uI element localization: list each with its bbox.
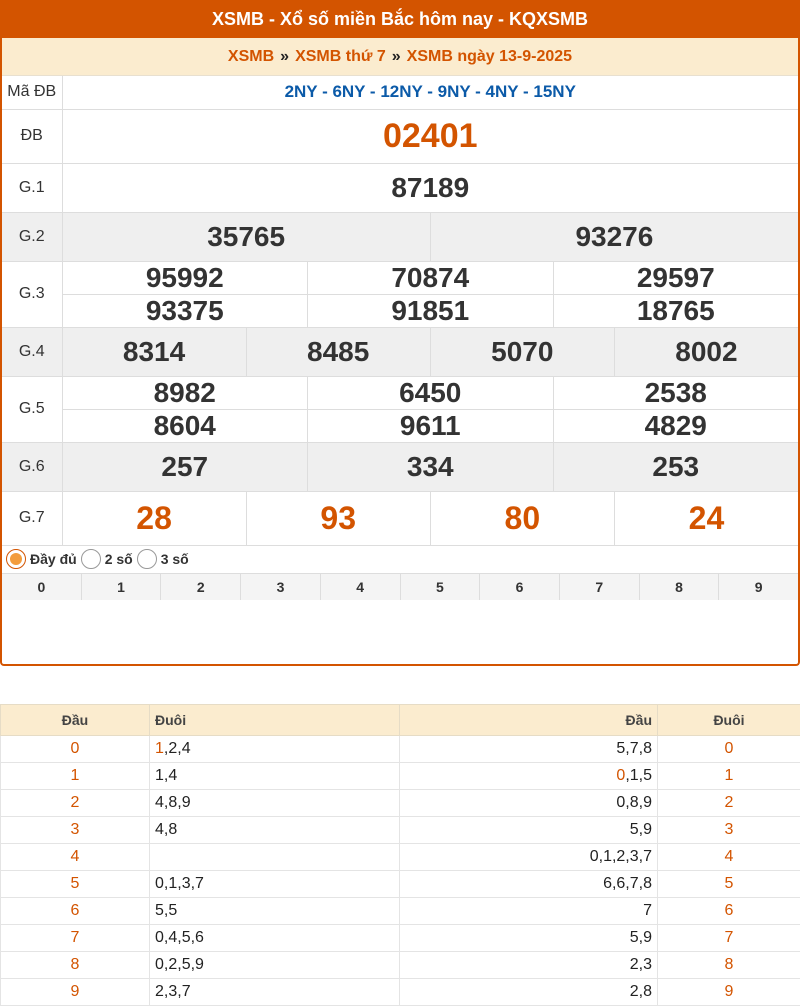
loto-table [0, 704, 800, 1006]
head-values [400, 844, 658, 871]
col-tail-right: Đuôi [658, 705, 800, 736]
prize-g4: 8485 [247, 328, 431, 376]
special-prize: 02401 [382, 116, 478, 155]
tail-rest: ,2,4 [163, 740, 191, 757]
tail-rest: 2,3,7 [155, 983, 191, 1000]
digit-button[interactable]: 7 [560, 574, 640, 600]
breadcrumb-date[interactable]: XSMB ngày 13-9-2025 [406, 47, 573, 65]
prize-g3: 29597 [636, 261, 715, 293]
tail-rest: 1,4 [155, 767, 178, 784]
tail-digit: 4 [658, 844, 800, 871]
head-digit: 6 [1, 898, 150, 925]
radio-full-icon[interactable] [6, 549, 26, 569]
head-digit: 3 [1, 817, 150, 844]
head-digit: 4 [1, 844, 150, 871]
head-digit: 1 [1, 763, 150, 790]
table-row [1, 736, 800, 763]
head-rest: ,1,5 [625, 767, 652, 784]
prize-g2: 35765 [63, 213, 431, 261]
head-rest: 7 [643, 902, 652, 919]
table-row [1, 844, 800, 871]
prize-g7: 28 [63, 492, 247, 545]
tail-digit: 7 [658, 925, 800, 952]
tail-values [150, 979, 400, 1006]
g7-label: G.7 [2, 491, 62, 545]
prize-g4: 8314 [63, 328, 247, 376]
head-values [400, 952, 658, 979]
tail-digit: 9 [658, 979, 800, 1006]
breadcrumb-sep: » [391, 47, 401, 65]
g3-label: G.3 [2, 261, 62, 327]
g4-label: G.4 [2, 327, 62, 376]
tail-values [150, 871, 400, 898]
table-row [1, 817, 800, 844]
head-rest: 2,3 [629, 956, 652, 973]
head-values [400, 763, 658, 790]
prize-g3: 70874 [308, 262, 554, 294]
breadcrumb-sep: » [280, 47, 290, 65]
head-values [400, 817, 658, 844]
option-two-digits[interactable] [81, 549, 133, 569]
digit-button[interactable]: 1 [82, 574, 162, 600]
prize-g7: 93 [247, 492, 431, 545]
head-digit: 9 [1, 979, 150, 1006]
prize-g5: 4829 [644, 409, 707, 441]
head-rest: 2,8 [629, 983, 652, 1000]
breadcrumb [2, 38, 798, 76]
digit-button[interactable]: 5 [401, 574, 481, 600]
option-full[interactable] [6, 549, 77, 569]
g1-label: G.1 [2, 163, 62, 212]
results-table [2, 76, 798, 546]
tail-highlight: 1 [155, 740, 164, 757]
tail-values [150, 844, 400, 871]
prize-g3: 93375 [63, 295, 309, 327]
option-three-digits[interactable] [137, 549, 189, 569]
prize-g3: 95992 [63, 262, 309, 294]
head-rest: 5,9 [629, 929, 652, 946]
tail-digit: 8 [658, 952, 800, 979]
head-values [400, 925, 658, 952]
col-head: Đầu [1, 705, 150, 736]
tail-rest: 0,1,3,7 [155, 875, 204, 892]
head-values [400, 790, 658, 817]
digit-button[interactable]: 9 [754, 578, 763, 595]
col-head-right: Đầu [400, 705, 658, 736]
head-rest: 6,6,7,8 [603, 875, 652, 892]
digit-button[interactable]: 3 [241, 574, 321, 600]
head-digit: 0 [1, 736, 150, 763]
radio-two-icon[interactable] [81, 549, 101, 569]
prize-g6: 257 [63, 443, 309, 491]
table-row [1, 790, 800, 817]
tail-rest: 4,8 [155, 821, 178, 838]
prize-g7: 24 [688, 499, 725, 536]
head-digit: 2 [1, 790, 150, 817]
digit-button[interactable]: 0 [2, 574, 82, 600]
tail-digit: 3 [658, 817, 800, 844]
table-row [1, 763, 800, 790]
prize-g1: 87189 [391, 171, 470, 203]
tail-digit: 6 [658, 898, 800, 925]
digit-button[interactable]: 8 [640, 574, 720, 600]
display-options [2, 546, 798, 574]
col-tail: Đuôi [150, 705, 400, 736]
breadcrumb-xsmb-thu7[interactable]: XSMB thứ 7 [295, 47, 386, 65]
head-rest: 5,9 [629, 821, 652, 838]
g6-label: G.6 [2, 442, 62, 491]
prize-g6: 253 [652, 450, 700, 482]
digit-button[interactable]: 6 [480, 574, 560, 600]
tail-values [150, 736, 400, 763]
table-row [1, 925, 800, 952]
db-label: ĐB [2, 109, 62, 163]
option-full-label: Đầy đủ [30, 551, 77, 567]
prize-g2: 93276 [575, 220, 654, 252]
tail-digit: 0 [658, 736, 800, 763]
head-rest: 0,1,2,3,7 [589, 848, 652, 865]
prize-g6: 334 [308, 443, 554, 491]
ma-db-label: Mã ĐB [2, 76, 62, 109]
g5-label: G.5 [2, 376, 62, 442]
tail-rest: 4,8,9 [155, 794, 191, 811]
tail-digit: 2 [658, 790, 800, 817]
prize-g7: 80 [431, 492, 615, 545]
head-values [400, 898, 658, 925]
option-two-label: 2 số [104, 551, 133, 567]
tail-values [150, 925, 400, 952]
page-title: XSMB - Xổ số miền Bắc hôm nay - KQXSMB [2, 0, 798, 38]
tail-digit: 1 [658, 763, 800, 790]
head-values [400, 736, 658, 763]
tail-values [150, 817, 400, 844]
prize-g3: 91851 [308, 295, 554, 327]
tail-rest: 0,2,5,9 [155, 956, 204, 973]
tail-digit: 5 [658, 871, 800, 898]
head-values [400, 979, 658, 1006]
g2-label: G.2 [2, 212, 62, 261]
breadcrumb-xsmb[interactable]: XSMB [227, 47, 275, 65]
tail-values [150, 763, 400, 790]
prize-g4: 8002 [675, 335, 738, 367]
head-values [400, 871, 658, 898]
prize-g5: 8604 [63, 410, 309, 442]
ma-db-value: 2NY - 6NY - 12NY - 9NY - 4NY - 15NY [284, 82, 576, 102]
tail-values [150, 898, 400, 925]
option-three-label: 3 số [160, 551, 189, 567]
digit-button[interactable]: 4 [321, 574, 401, 600]
prize-g4: 5070 [431, 328, 615, 376]
head-digit: 7 [1, 925, 150, 952]
table-row [1, 898, 800, 925]
head-rest: 0,8,9 [616, 794, 652, 811]
prize-g3: 18765 [636, 294, 715, 326]
prize-g5: 6450 [308, 377, 554, 409]
radio-three-icon[interactable] [137, 549, 157, 569]
tail-values [150, 952, 400, 979]
prize-g5: 2538 [644, 376, 707, 408]
tail-values [150, 790, 400, 817]
table-row [1, 952, 800, 979]
table-row [1, 979, 800, 1006]
digit-filter-bar [2, 574, 798, 600]
tail-rest: 0,4,5,6 [155, 929, 204, 946]
head-digit: 8 [1, 952, 150, 979]
head-digit: 5 [1, 871, 150, 898]
tail-rest: 5,5 [155, 902, 178, 919]
head-highlight: 0 [616, 767, 626, 784]
digit-button[interactable]: 2 [161, 574, 241, 600]
head-rest: 5,7,8 [616, 740, 652, 757]
prize-g5: 9611 [308, 410, 554, 442]
prize-g5: 8982 [63, 377, 309, 409]
table-row [1, 871, 800, 898]
